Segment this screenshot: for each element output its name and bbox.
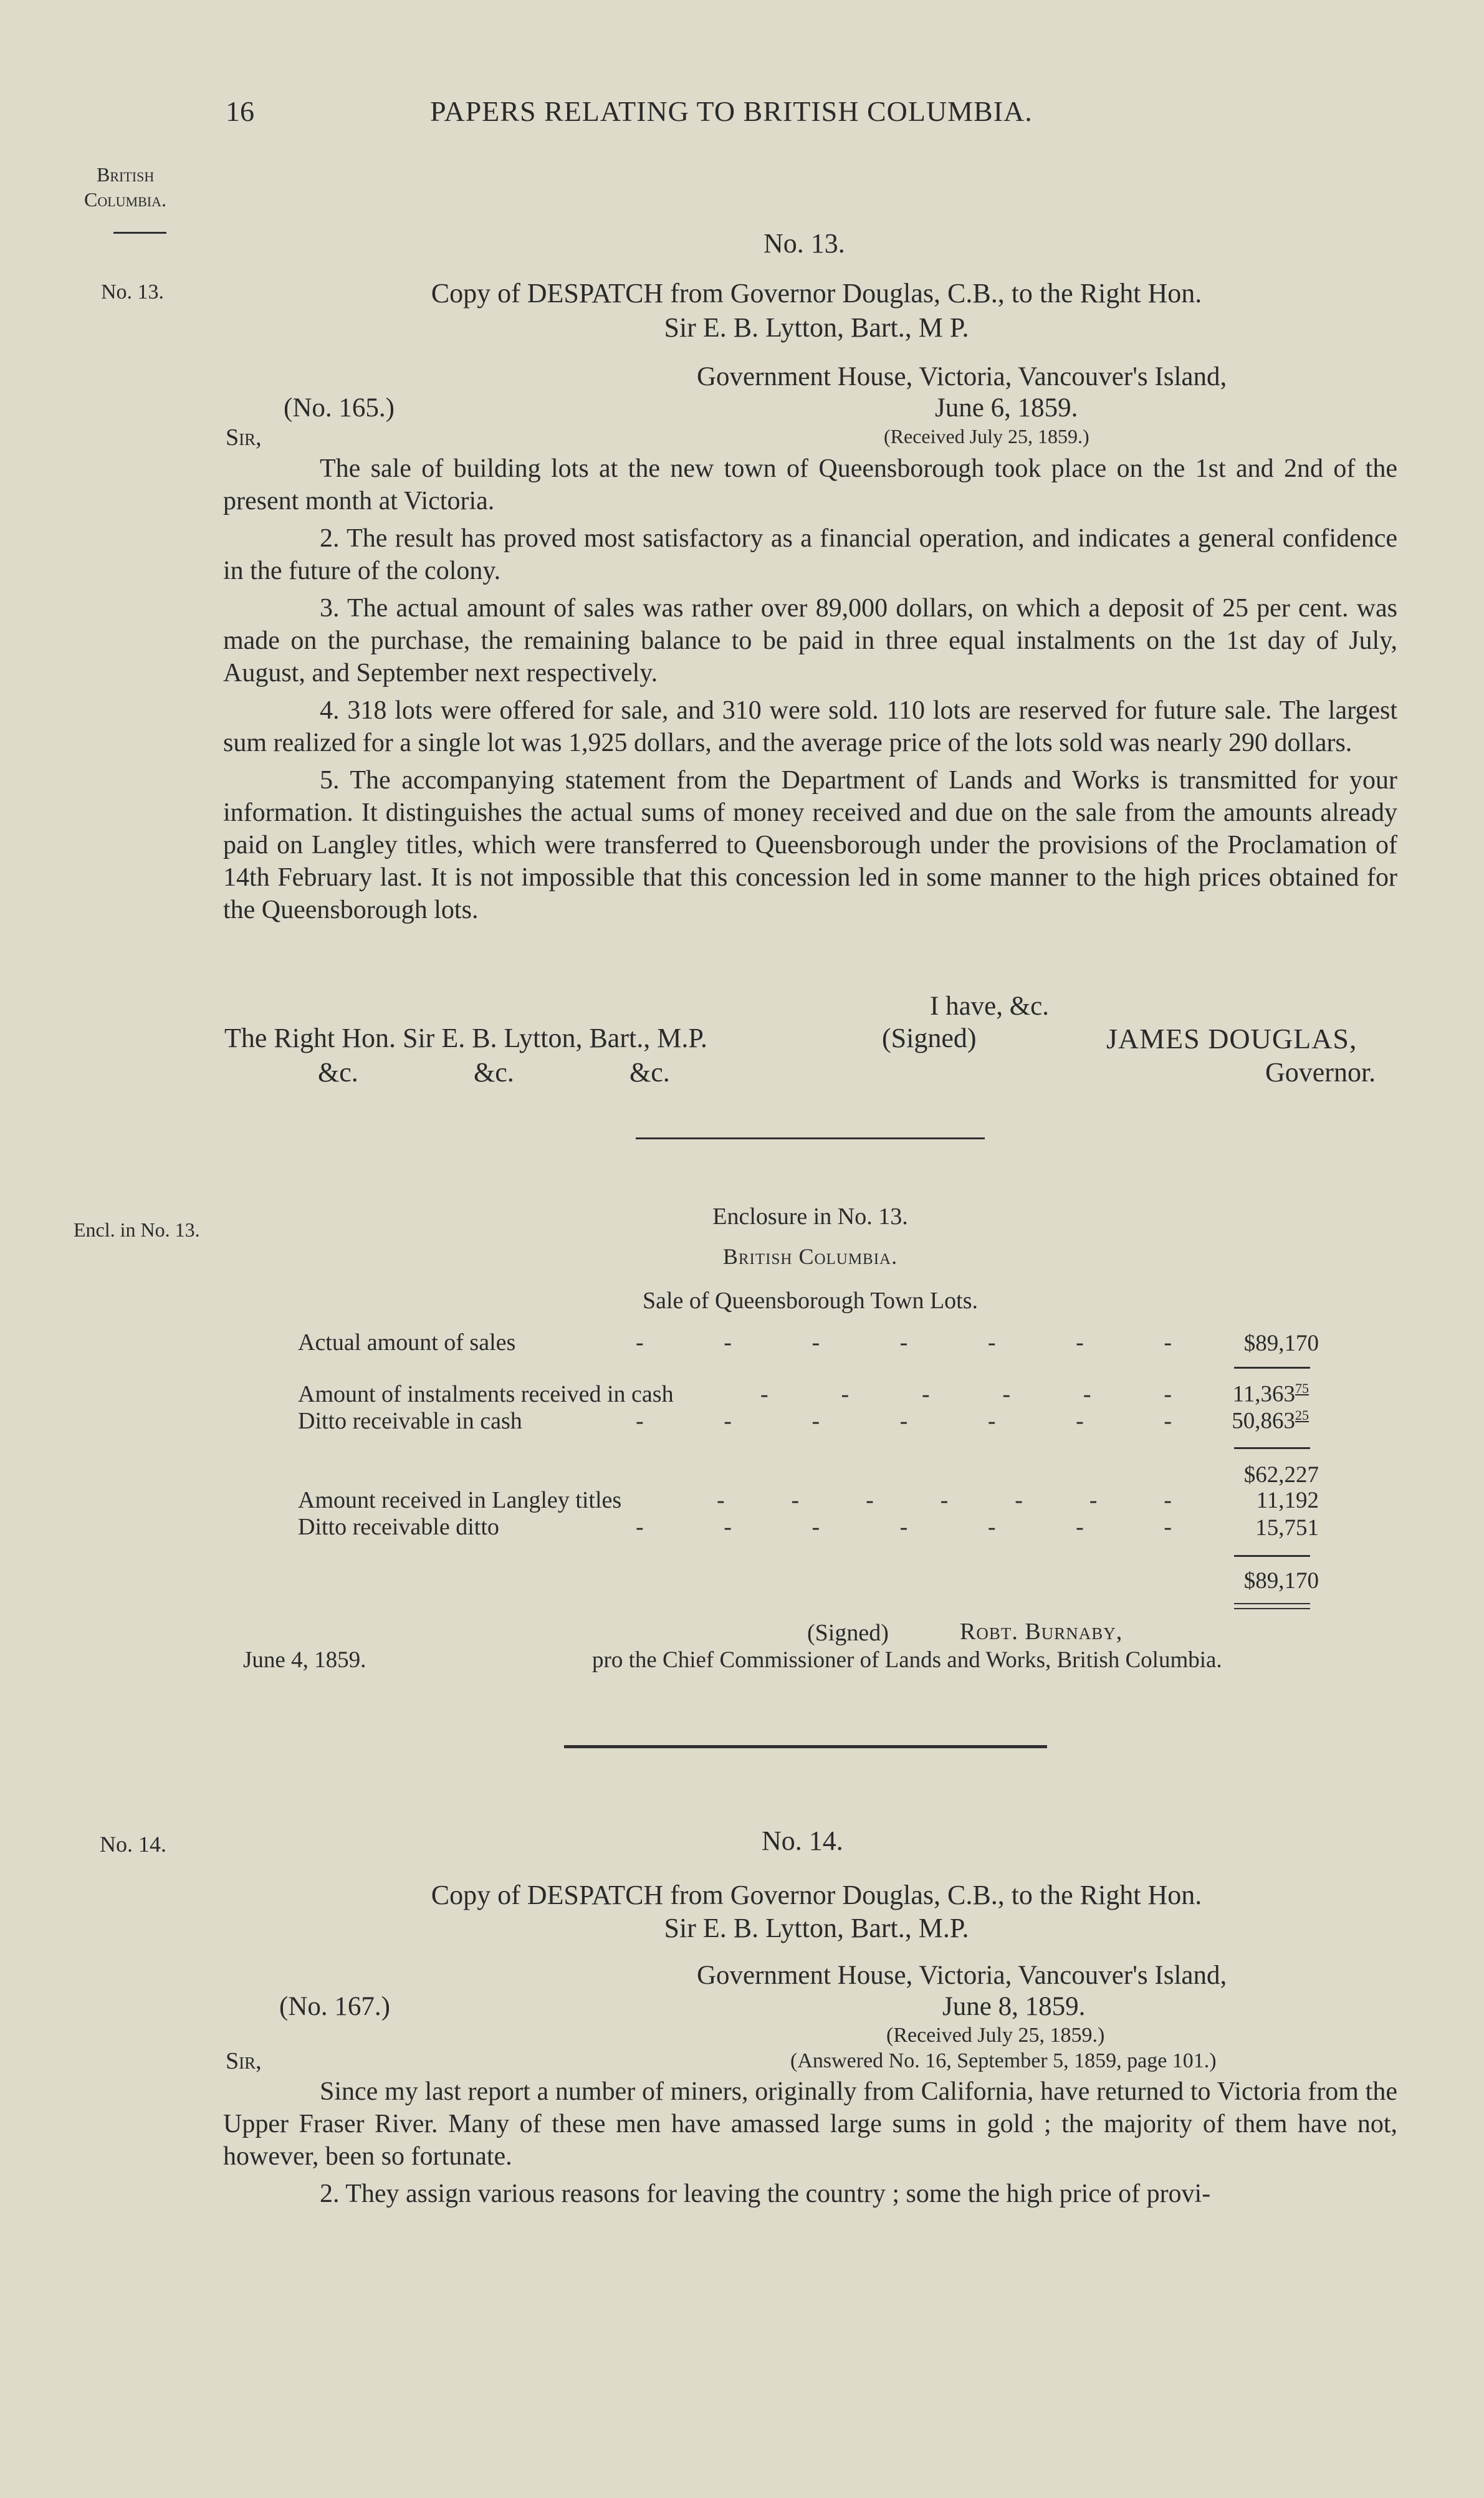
enclosure-heading: Enclosure in No. 13. (712, 1204, 908, 1230)
despatch-14-title-line2: Sir E. B. Lytton, Bart., M.P. (664, 1913, 969, 1943)
page-number: 16 (226, 95, 254, 127)
margin-label-british: British (97, 163, 155, 186)
dash-leader: - - - - - - - (636, 1514, 1172, 1540)
table-row-amount: $89,170 (1243, 1568, 1319, 1594)
amount-value: 50,863 (1232, 1408, 1295, 1434)
despatch-13-body (223, 452, 1397, 931)
despatch-13-number: (No. 165.) (284, 393, 395, 423)
despatch-13-heading: No. 13. (764, 228, 845, 259)
dash-leader: - - - - - - - (636, 1329, 1172, 1356)
table-row-amount (1159, 1381, 1309, 1407)
margin-no-13: No. 13. (101, 280, 165, 304)
despatch-13-title-line2: Sir E. B. Lytton, Bart., M P. (664, 312, 969, 343)
total-double-rule (1234, 1603, 1310, 1604)
despatch-13-received: (Received July 25, 1859.) (884, 425, 1089, 447)
despatch-13-etc: &c. (630, 1057, 670, 1088)
despatch-13-etc: &c. (474, 1057, 514, 1088)
despatch-14-salutation: Sir, (226, 2048, 262, 2074)
despatch-13-date: June 6, 1859. (935, 393, 1078, 423)
sum-rule (1234, 1367, 1310, 1369)
despatch-14-date: June 8, 1859. (942, 1992, 1086, 2021)
despatch-13-addressee: The Right Hon. Sir E. B. Lytton, Bart., M.P. (224, 1023, 707, 1053)
table-row-amount (1159, 1407, 1309, 1434)
margin-divider (113, 232, 166, 234)
despatch-13-title-line1: Copy of DESPATCH from Governor Douglas, C.B., to the Right Hon. (431, 278, 1202, 309)
enclosure-signed: (Signed) (807, 1620, 889, 1646)
enclosure-subheading: British Columbia. (722, 1244, 898, 1269)
despatch-14-received: (Received July 25, 1859.) (886, 2024, 1105, 2047)
despatch-14-body (223, 2075, 1397, 2215)
section-divider (564, 1745, 1047, 1748)
table-row-amount: $89,170 (1243, 1331, 1319, 1356)
despatch-13-etc: &c. (318, 1057, 358, 1088)
dash-leader: - - - - - - - (636, 1408, 1172, 1434)
despatch-13-signer: JAMES DOUGLAS, (1106, 1023, 1357, 1055)
despatch-13-paragraph: 3. The actual amount of sales was rather over 89,000 dollars, on which a deposit of 25 per cent. was made on the purchase, the remaining balance to be paid in three equal instalments on the 1st day of July, August, and September next respectively. (223, 594, 1397, 687)
table-row-amount: $62,227 (1243, 1462, 1319, 1488)
total-double-rule (1234, 1608, 1310, 1609)
despatch-13-paragraph: The sale of building lots at the new town of Queensborough took place on the 1st and 2nd of the present month at Victoria. (223, 454, 1397, 515)
despatch-13-place: Government House, Victoria, Vancouver's Island, (697, 362, 1227, 391)
amount-cents: 75 (1295, 1381, 1309, 1396)
despatch-14-number: (No. 167.) (279, 1992, 390, 2021)
enclosure-date: June 4, 1859. (243, 1647, 366, 1673)
enclosure-signer: Robt. Burnaby, (960, 1619, 1123, 1645)
despatch-14-heading: No. 14. (762, 1826, 843, 1856)
sum-rule (1234, 1447, 1310, 1449)
table-row-amount: 15,751 (1255, 1515, 1319, 1541)
table-row-label: Ditto receivable in cash (298, 1408, 522, 1434)
dash-leader: - - - - - - (760, 1381, 1172, 1407)
enclosure-signer-role: pro the Chief Commissioner of Lands and Works, British Columbia. (592, 1647, 1222, 1673)
amount-cents: 25 (1295, 1407, 1309, 1423)
running-title: PAPERS RELATING TO BRITISH COLUMBIA. (430, 95, 1033, 127)
sum-rule (1234, 1555, 1310, 1557)
margin-label-columbia: Columbia. (84, 188, 167, 211)
despatch-13-signed: (Signed) (882, 1023, 977, 1053)
despatch-13-closing: I have, &c. (930, 992, 1050, 1021)
table-row-label: Amount received in Langley titles (298, 1487, 622, 1513)
despatch-13-paragraph: 4. 318 lots were offered for sale, and 310 were sold. 110 lots are reserved for future sale. The largest sum realized for a single lot was 1,925 dollars, and the average price of the lots sold was nearly 290 dollars. (223, 696, 1397, 757)
section-divider (636, 1137, 985, 1139)
despatch-14-paragraph: Since my last report a number of miners, originally from California, have returned to Victoria from the Upper Fraser River. Many of these men have amassed large sums in gold ; the majority of them have not, however, been so fortunate. (223, 2077, 1397, 2171)
despatch-14-place: Government House, Victoria, Vancouver's Island, (697, 1961, 1227, 1990)
table-row-label: Ditto receivable ditto (298, 1514, 499, 1540)
despatch-14-title-line1: Copy of DESPATCH from Governor Douglas, C.B., to the Right Hon. (431, 1880, 1202, 1910)
table-row-label: Actual amount of sales (298, 1329, 516, 1356)
despatch-14-paragraph: 2. They assign various reasons for leaving the country ; some the high price of provi- (320, 2180, 1211, 2208)
enclosure-margin-label: Encl. in No. 13. (74, 1218, 200, 1241)
despatch-13-salutation: Sir, (226, 424, 262, 451)
dash-leader: - - - - - - - (717, 1487, 1172, 1513)
despatch-13-paragraph: 2. The result has proved most satisfactory as a financial operation, and indicates a general confidence in the future of the colony. (223, 524, 1397, 585)
despatch-13-paragraph: 5. The accompanying statement from the Department of Lands and Works is transmitted for your information. It distinguishes the actual sums of money received and due on the sale from the amounts already paid on Langley titles, which were transferred to Queensborough under the provisions of the Proclamation of 14th February last. It is not impossible that this concession led in some manner to the high prices obtained for the Queensborough lots. (223, 766, 1397, 924)
margin-no-14: No. 14. (100, 1832, 166, 1857)
despatch-13-signer-title: Governor. (1265, 1057, 1376, 1088)
table-row-label: Amount of instalments received in cash (298, 1381, 674, 1407)
enclosure-table-title: Sale of Queensborough Town Lots. (642, 1288, 979, 1314)
amount-value: 11,363 (1232, 1381, 1295, 1407)
table-row-amount: 11,192 (1256, 1488, 1319, 1513)
despatch-14-answered: (Answered No. 16, September 5, 1859, page 101.) (790, 2049, 1217, 2072)
